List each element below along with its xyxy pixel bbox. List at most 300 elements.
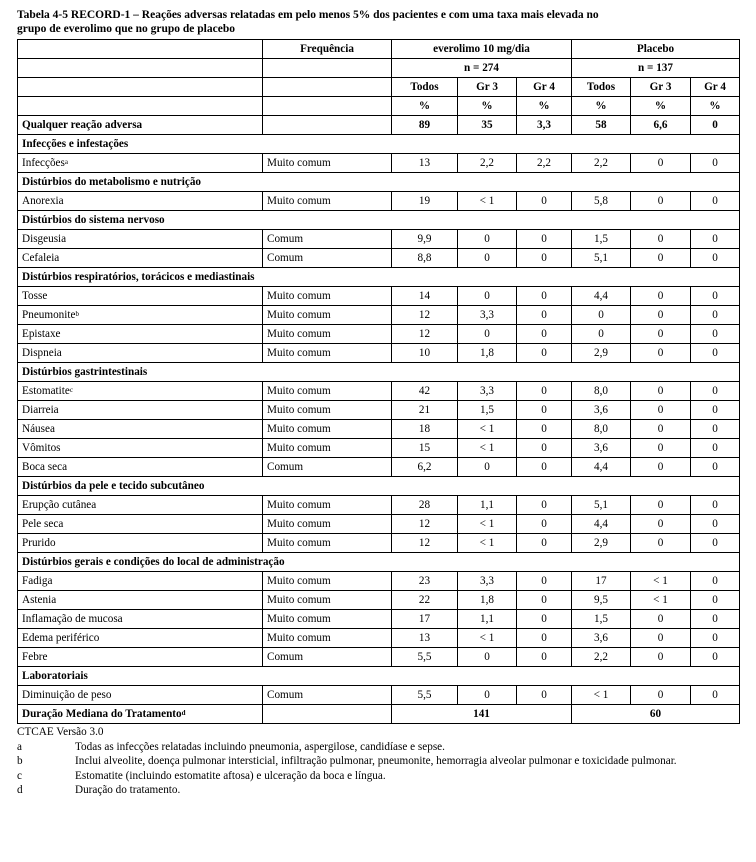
value-cell: 8,0 [572, 420, 631, 439]
frequency-cell: Muito comum [263, 192, 392, 211]
value-cell: < 1 [458, 420, 517, 439]
footnote-key: c [17, 769, 22, 782]
reaction-name: Epistaxe [22, 328, 61, 340]
value-cell: 0 [691, 648, 740, 667]
value-cell: < 1 [458, 192, 517, 211]
header-gr3: Gr 3 [631, 78, 691, 97]
value-cell: 8,0 [572, 382, 631, 401]
table-row [18, 420, 740, 439]
footnote [17, 783, 739, 798]
value-cell: 1,1 [458, 610, 517, 629]
value-cell: 0 [458, 458, 517, 477]
header-placebo: Placebo [572, 40, 740, 59]
header-blank [18, 59, 263, 78]
value-cell: 0 [691, 629, 740, 648]
reaction-name-cell [18, 230, 263, 249]
value-cell: 0 [691, 249, 740, 268]
reaction-name: Vômitos [22, 442, 61, 454]
value-cell: 0 [517, 306, 572, 325]
value-cell: 0 [631, 629, 691, 648]
header-gr3: Gr 3 [458, 78, 517, 97]
value-cell: 0 [691, 230, 740, 249]
value-cell: 8,8 [392, 249, 458, 268]
value-cell: < 1 [631, 591, 691, 610]
value-cell: 0 [572, 306, 631, 325]
value-cell: 5,1 [572, 496, 631, 515]
reaction-name: Boca seca [22, 461, 68, 473]
median-placebo: 60 [572, 705, 740, 724]
frequency-cell: Comum [263, 648, 392, 667]
value-cell: 1,5 [572, 230, 631, 249]
value-cell: 0 [631, 420, 691, 439]
value-cell: 1,8 [458, 591, 517, 610]
table-row [18, 629, 740, 648]
reaction-name-cell [18, 534, 263, 553]
table-row [18, 192, 740, 211]
value-cell: 0 [517, 648, 572, 667]
reaction-name: Febre [22, 651, 48, 663]
frequency-cell: Muito comum [263, 382, 392, 401]
header-blank [263, 97, 392, 116]
frequency-cell: Muito comum [263, 496, 392, 515]
header-pct: % [572, 97, 631, 116]
footnotes [17, 725, 739, 798]
header-n-placebo: n = 137 [572, 59, 740, 78]
frequency-cell: Muito comum [263, 629, 392, 648]
frequency-cell: Muito comum [263, 420, 392, 439]
reaction-name: Fadiga [22, 575, 53, 587]
value-cell: 0 [691, 306, 740, 325]
table-row [18, 439, 740, 458]
header-frequencia: Frequência [263, 40, 392, 59]
frequency-cell: Muito comum [263, 515, 392, 534]
value-cell: 0 [458, 249, 517, 268]
reaction-name-cell [18, 591, 263, 610]
header-row-3 [18, 78, 740, 97]
reaction-name-cell [18, 572, 263, 591]
value-cell: 2,2 [572, 648, 631, 667]
value-cell: 0 [691, 401, 740, 420]
footnote-key: d [17, 784, 23, 796]
value-cell: 3,6 [572, 629, 631, 648]
reaction-name: Inflamação de mucosa [22, 613, 123, 625]
value-cell: 21 [392, 401, 458, 420]
table-row [18, 534, 740, 553]
value-cell: 5,5 [392, 686, 458, 705]
value-cell: 0 [631, 249, 691, 268]
header-pct: % [631, 97, 691, 116]
footnote-marker: a [64, 158, 68, 166]
median-freq [263, 705, 392, 724]
header-blank [18, 78, 263, 97]
value-cell: 0 [517, 344, 572, 363]
frequency-cell: Muito comum [263, 344, 392, 363]
value-cell: 9,9 [392, 230, 458, 249]
value-cell: 0 [517, 325, 572, 344]
header-row-4 [18, 97, 740, 116]
value-cell: 12 [392, 306, 458, 325]
table-row [18, 344, 740, 363]
value-cell: 5,1 [572, 249, 631, 268]
value-cell: 0 [631, 382, 691, 401]
value-cell: 0 [631, 401, 691, 420]
value-cell: 4,4 [572, 287, 631, 306]
value-cell: 6,2 [392, 458, 458, 477]
value-cell: 0 [691, 534, 740, 553]
value-cell: 18 [392, 420, 458, 439]
value-cell: 0 [631, 230, 691, 249]
header-pct: % [392, 97, 458, 116]
value-cell: 0 [691, 344, 740, 363]
footnote-key: b [17, 755, 23, 767]
value-cell: 0 [458, 648, 517, 667]
footnote-text: Inclui alveolite, doença pulmonar intersticial, infiltração pulmonar, pneumonite, hemorragia alveolar pulmonar e toxicidade pulmonar. [75, 755, 677, 767]
value-cell: 15 [392, 439, 458, 458]
value-cell: 2,2 [517, 154, 572, 173]
section-title: Distúrbios do metabolismo e nutrição [18, 173, 740, 192]
reaction-name: Anorexia [22, 195, 64, 207]
value-cell: 58 [572, 116, 631, 135]
section-row [18, 477, 740, 496]
value-cell: 1,8 [458, 344, 517, 363]
any-ar-label: Qualquer reação adversa [18, 116, 263, 135]
value-cell: 17 [392, 610, 458, 629]
table-row [18, 515, 740, 534]
reaction-name-cell [18, 648, 263, 667]
reaction-name: Tosse [22, 290, 48, 302]
value-cell: 1,1 [458, 496, 517, 515]
value-cell: 0 [631, 534, 691, 553]
value-cell: 0 [631, 192, 691, 211]
section-title: Distúrbios respiratórios, torácicos e mediastinais [18, 268, 740, 287]
frequency-cell: Muito comum [263, 325, 392, 344]
value-cell: 35 [458, 116, 517, 135]
reaction-name: Infecções [22, 157, 65, 169]
value-cell: 0 [517, 287, 572, 306]
reaction-name-cell [18, 344, 263, 363]
value-cell: 0 [691, 610, 740, 629]
footnote [17, 769, 739, 784]
reaction-name: Estomatite [22, 385, 70, 397]
any-ar-row [18, 116, 740, 135]
value-cell: 0 [691, 116, 740, 135]
table-row [18, 249, 740, 268]
value-cell: 2,2 [572, 154, 631, 173]
value-cell: 0 [631, 154, 691, 173]
value-cell: 19 [392, 192, 458, 211]
header-todos: Todos [572, 78, 631, 97]
value-cell: 0 [691, 515, 740, 534]
reaction-name-cell [18, 686, 263, 705]
frequency-cell: Comum [263, 230, 392, 249]
reaction-name: Edema periférico [22, 632, 100, 644]
table-row [18, 591, 740, 610]
reaction-name-cell [18, 154, 263, 173]
header-blank [263, 78, 392, 97]
section-title: Infecções e infestações [18, 135, 740, 154]
value-cell: 2,9 [572, 344, 631, 363]
section-row [18, 667, 740, 686]
reaction-name: Prurido [22, 537, 56, 549]
footnote-list [17, 740, 739, 798]
table-row [18, 610, 740, 629]
value-cell: 0 [631, 648, 691, 667]
reaction-name: Astenia [22, 594, 57, 606]
value-cell: 28 [392, 496, 458, 515]
value-cell: 10 [392, 344, 458, 363]
value-cell: 0 [631, 306, 691, 325]
value-cell: 0 [572, 325, 631, 344]
frequency-cell: Muito comum [263, 572, 392, 591]
section-row [18, 363, 740, 382]
value-cell: 5,5 [392, 648, 458, 667]
value-cell: 0 [691, 458, 740, 477]
any-ar-freq [263, 116, 392, 135]
value-cell: 42 [392, 382, 458, 401]
value-cell: 0 [631, 515, 691, 534]
reaction-name-cell [18, 401, 263, 420]
value-cell: < 1 [458, 629, 517, 648]
table-row [18, 496, 740, 515]
value-cell: 3,3 [458, 572, 517, 591]
reaction-name-cell [18, 515, 263, 534]
table-row [18, 572, 740, 591]
frequency-cell: Muito comum [263, 591, 392, 610]
title-line-2: grupo de everolimo que no grupo de placebo [17, 23, 235, 35]
section-row [18, 211, 740, 230]
value-cell: 5,8 [572, 192, 631, 211]
frequency-cell: Muito comum [263, 306, 392, 325]
value-cell: 0 [458, 686, 517, 705]
value-cell: 3,3 [458, 382, 517, 401]
value-cell: 0 [691, 382, 740, 401]
value-cell: 0 [691, 192, 740, 211]
value-cell: 0 [517, 230, 572, 249]
value-cell: 1,5 [458, 401, 517, 420]
header-gr4: Gr 4 [517, 78, 572, 97]
header-pct: % [691, 97, 740, 116]
table-row [18, 458, 740, 477]
frequency-cell: Muito comum [263, 534, 392, 553]
header-blank [263, 59, 392, 78]
value-cell: 0 [691, 154, 740, 173]
section-row [18, 173, 740, 192]
value-cell: 89 [392, 116, 458, 135]
table-row [18, 401, 740, 420]
frequency-cell: Comum [263, 686, 392, 705]
table-row [18, 648, 740, 667]
value-cell: 0 [631, 287, 691, 306]
ctcae-note: CTCAE Versão 3.0 [17, 726, 104, 738]
header-blank [18, 40, 263, 59]
section-row [18, 135, 740, 154]
value-cell: 0 [691, 325, 740, 344]
reaction-name: Erupção cutânea [22, 499, 97, 511]
frequency-cell: Muito comum [263, 439, 392, 458]
value-cell: 4,4 [572, 515, 631, 534]
reaction-name: Diarreia [22, 404, 59, 416]
value-cell: 0 [517, 439, 572, 458]
value-cell: 0 [691, 496, 740, 515]
section-title: Laboratoriais [18, 667, 740, 686]
value-cell: 12 [392, 534, 458, 553]
value-cell: 0 [631, 458, 691, 477]
reaction-name: Pneumonite [22, 309, 76, 321]
header-row-1 [18, 40, 740, 59]
value-cell: < 1 [458, 534, 517, 553]
value-cell: 0 [691, 591, 740, 610]
value-cell: 0 [517, 249, 572, 268]
value-cell: 0 [517, 401, 572, 420]
value-cell: 0 [631, 325, 691, 344]
value-cell: 0 [458, 287, 517, 306]
footnote [17, 740, 739, 755]
value-cell: 0 [631, 610, 691, 629]
value-cell: 0 [691, 572, 740, 591]
footnote-text: Estomatite (incluindo estomatite aftosa) e ulceração da boca e língua. [75, 769, 386, 782]
reaction-name: Dispneia [22, 347, 62, 359]
table-row [18, 382, 740, 401]
value-cell: 0 [517, 420, 572, 439]
value-cell: 0 [631, 686, 691, 705]
footnote-marker: d [181, 709, 186, 717]
value-cell: 2,2 [458, 154, 517, 173]
section-row [18, 268, 740, 287]
reaction-name: Náusea [22, 423, 55, 435]
value-cell: < 1 [631, 572, 691, 591]
value-cell: 14 [392, 287, 458, 306]
value-cell: 23 [392, 572, 458, 591]
section-title: Distúrbios da pele e tecido subcutâneo [18, 477, 740, 496]
table-row [18, 306, 740, 325]
header-everolimo: everolimo 10 mg/dia [392, 40, 572, 59]
value-cell: 0 [517, 192, 572, 211]
value-cell: 6,6 [631, 116, 691, 135]
footnote [17, 754, 739, 769]
reaction-name-cell [18, 458, 263, 477]
value-cell: 0 [517, 515, 572, 534]
table-row [18, 287, 740, 306]
value-cell: 0 [517, 572, 572, 591]
value-cell: 0 [517, 610, 572, 629]
value-cell: 13 [392, 154, 458, 173]
median-everolimo: 141 [392, 705, 572, 724]
footnote-marker: b [75, 310, 79, 318]
header-pct: % [517, 97, 572, 116]
reaction-name-cell [18, 496, 263, 515]
value-cell: 0 [517, 686, 572, 705]
frequency-cell: Comum [263, 249, 392, 268]
header-row-2 [18, 59, 740, 78]
value-cell: 1,5 [572, 610, 631, 629]
value-cell: 0 [631, 344, 691, 363]
reaction-name-cell [18, 249, 263, 268]
table-title [17, 8, 739, 36]
value-cell: 0 [517, 591, 572, 610]
reaction-name-cell [18, 439, 263, 458]
value-cell: 12 [392, 325, 458, 344]
value-cell: 0 [517, 382, 572, 401]
frequency-cell: Muito comum [263, 610, 392, 629]
section-title: Distúrbios do sistema nervoso [18, 211, 740, 230]
median-label: Duração Mediana do Tratamento [22, 708, 182, 720]
value-cell: < 1 [458, 515, 517, 534]
median-duration-row [18, 705, 740, 724]
value-cell: 0 [631, 439, 691, 458]
value-cell: 3,6 [572, 401, 631, 420]
value-cell: 22 [392, 591, 458, 610]
value-cell: 13 [392, 629, 458, 648]
value-cell: 0 [691, 686, 740, 705]
value-cell: 12 [392, 515, 458, 534]
value-cell: 3,6 [572, 439, 631, 458]
value-cell: 0 [458, 230, 517, 249]
value-cell: 9,5 [572, 591, 631, 610]
value-cell: 0 [458, 325, 517, 344]
frequency-cell: Muito comum [263, 287, 392, 306]
header-blank [18, 97, 263, 116]
header-n-everolimo: n = 274 [392, 59, 572, 78]
footnote-key: a [17, 740, 22, 753]
header-pct: % [458, 97, 517, 116]
value-cell: < 1 [572, 686, 631, 705]
footnote-text: Duração do tratamento. [75, 784, 181, 796]
reaction-name-cell [18, 420, 263, 439]
table-row [18, 686, 740, 705]
section-row [18, 553, 740, 572]
section-title: Distúrbios gerais e condições do local de administração [18, 553, 740, 572]
reaction-name-cell [18, 610, 263, 629]
value-cell: 17 [572, 572, 631, 591]
value-cell: 0 [517, 534, 572, 553]
reaction-name-cell [18, 306, 263, 325]
reaction-name: Diminuição de peso [22, 689, 112, 701]
value-cell: 0 [517, 496, 572, 515]
reaction-name-cell [18, 382, 263, 401]
value-cell: 4,4 [572, 458, 631, 477]
title-line-1: Tabela 4-5 RECORD-1 – Reações adversas relatadas em pelo menos 5% dos pacientes e com uma taxa mais elevada no [17, 9, 599, 21]
value-cell: 0 [631, 496, 691, 515]
footnote-marker: c [69, 386, 73, 394]
frequency-cell: Muito comum [263, 154, 392, 173]
table-row [18, 230, 740, 249]
header-todos: Todos [392, 78, 458, 97]
value-cell: 0 [691, 420, 740, 439]
reaction-name-cell [18, 629, 263, 648]
frequency-cell: Muito comum [263, 401, 392, 420]
value-cell: < 1 [458, 439, 517, 458]
value-cell: 3,3 [517, 116, 572, 135]
table-row [18, 325, 740, 344]
value-cell: 0 [691, 439, 740, 458]
table-row [18, 154, 740, 173]
reaction-name: Pele seca [22, 518, 64, 530]
table-body [18, 40, 740, 724]
frequency-cell: Comum [263, 458, 392, 477]
value-cell: 3,3 [458, 306, 517, 325]
reaction-name-cell [18, 287, 263, 306]
value-cell: 2,9 [572, 534, 631, 553]
value-cell: 0 [517, 458, 572, 477]
reaction-name-cell [18, 192, 263, 211]
value-cell: 0 [691, 287, 740, 306]
reaction-name: Cefaleia [22, 252, 60, 264]
section-title: Distúrbios gastrintestinais [18, 363, 740, 382]
median-label-cell [18, 705, 263, 724]
document [17, 8, 739, 798]
adverse-reactions-table [17, 39, 740, 724]
value-cell: 0 [517, 629, 572, 648]
